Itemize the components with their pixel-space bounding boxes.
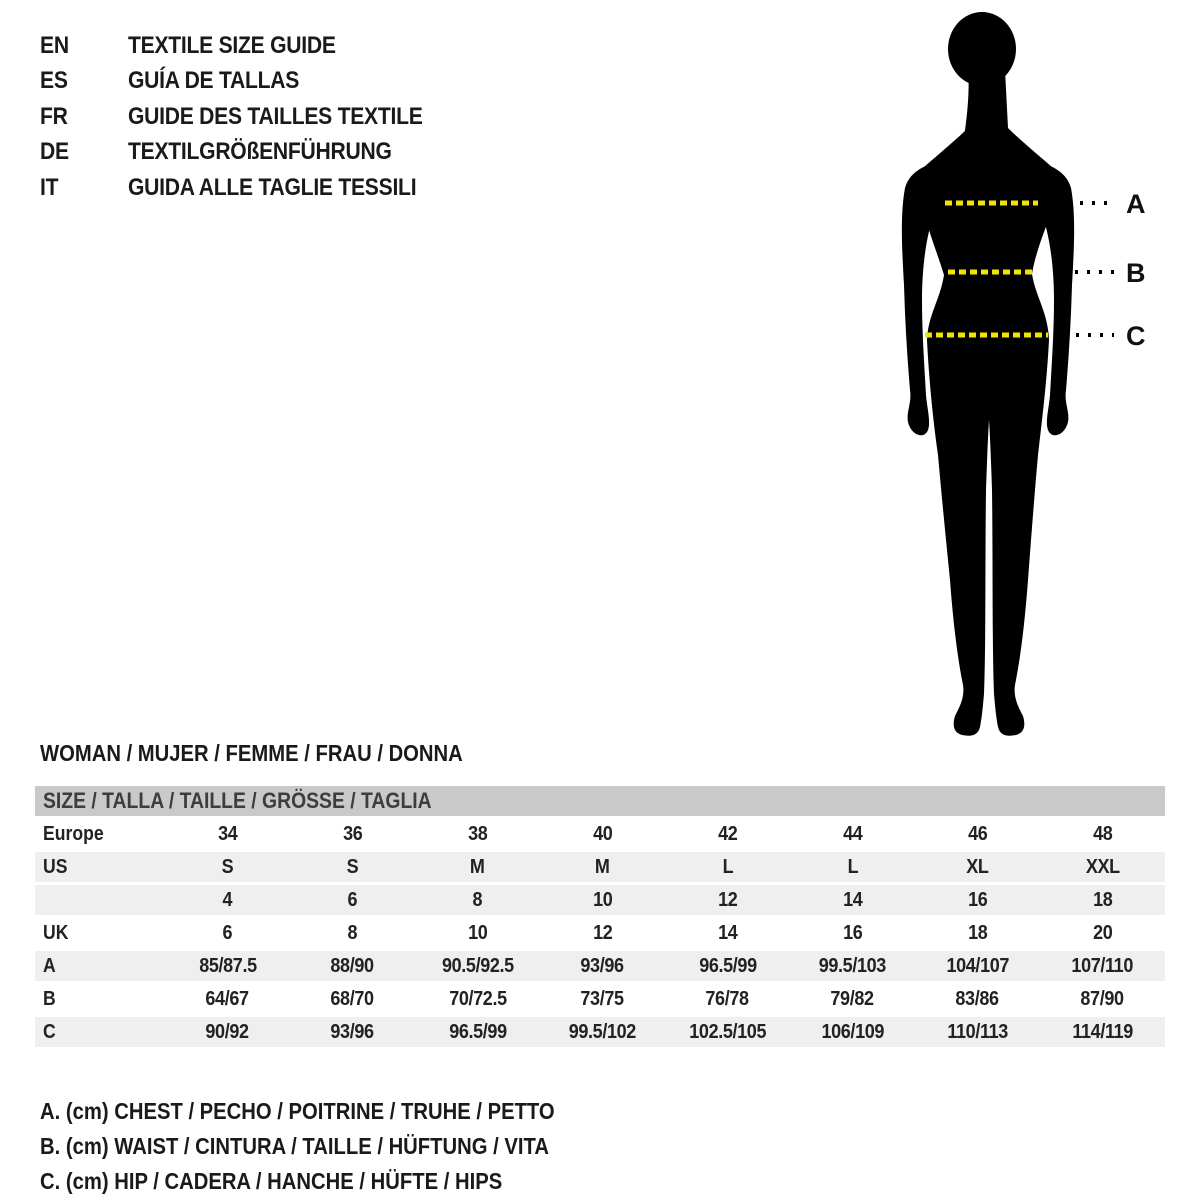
table-cell: 40 — [592, 822, 613, 845]
row-label: UK — [43, 921, 69, 944]
measurement-figure — [860, 0, 1200, 760]
table-cell: 93/96 — [580, 954, 625, 977]
table-cell: 10 — [467, 921, 488, 944]
row-label: B — [43, 987, 56, 1010]
row-label — [35, 889, 165, 912]
language-label: TEXTILE SIZE GUIDE — [128, 31, 336, 59]
row-label: US — [43, 855, 68, 878]
table-cell: 110/113 — [947, 1020, 1008, 1043]
table-cell: XXL — [1085, 855, 1120, 878]
table-row-hip — [35, 1017, 1165, 1047]
measurement-legend — [40, 1094, 625, 1199]
table-cell: 96.5/99 — [698, 954, 757, 977]
table-cell: 18 — [1092, 888, 1113, 911]
table-cell: 10 — [592, 888, 613, 911]
table-cell: S — [221, 855, 234, 878]
table-cell: 70/72.5 — [448, 987, 507, 1010]
language-code: ES — [40, 67, 68, 95]
table-cell: L — [847, 855, 858, 878]
table-cell: XL — [966, 855, 989, 878]
language-row — [40, 64, 463, 100]
measure-label-a: A — [1126, 189, 1146, 219]
table-row-waist — [35, 984, 1165, 1014]
section-title-woman: WOMAN / MUJER / FEMME / FRAU / DONNA — [40, 740, 463, 766]
table-row-us — [35, 852, 1165, 882]
language-row — [40, 99, 463, 135]
table-cell: 18 — [967, 921, 988, 944]
size-table-header: SIZE / TALLA / TAILLE / GRÖSSE / TAGLIA — [35, 786, 1165, 816]
table-cell: 14 — [842, 888, 863, 911]
measure-label-b: B — [1126, 258, 1146, 288]
language-label: GUIDE DES TAILLES TEXTILE — [128, 102, 423, 130]
language-code: FR — [40, 102, 68, 130]
legend-line-waist: B. (cm) WAIST / CINTURA / TAILLE / HÜFTUNG / VITA — [40, 1133, 549, 1159]
language-list — [40, 28, 463, 206]
language-label: GUÍA DE TALLAS — [128, 67, 300, 95]
table-cell: 6 — [347, 888, 358, 911]
language-code: IT — [40, 173, 59, 201]
table-cell: 46 — [967, 822, 988, 845]
table-cell: 6 — [222, 921, 233, 944]
table-cell: 99.5/102 — [568, 1020, 637, 1043]
table-row-us-numeric — [35, 885, 1165, 915]
table-cell: L — [722, 855, 733, 878]
measure-label-c: C — [1126, 321, 1146, 351]
table-cell: 76/78 — [705, 987, 750, 1010]
table-cell: 4 — [222, 888, 233, 911]
table-cell: 90/92 — [205, 1020, 250, 1043]
table-row-uk — [35, 918, 1165, 948]
language-code: EN — [40, 31, 69, 59]
table-cell: 102.5/105 — [689, 1020, 766, 1043]
table-cell: 36 — [342, 822, 363, 845]
table-cell: 16 — [967, 888, 988, 911]
row-label: Europe — [43, 822, 104, 845]
table-cell: 8 — [472, 888, 483, 911]
table-cell: 87/90 — [1080, 987, 1125, 1010]
table-cell: 88/90 — [330, 954, 375, 977]
legend-line-hip: C. (cm) HIP / CADERA / HANCHE / HÜFTE / HIPS — [40, 1168, 503, 1194]
table-cell: 93/96 — [330, 1020, 375, 1043]
table-cell: 14 — [717, 921, 738, 944]
table-cell: 16 — [842, 921, 863, 944]
legend-line-chest: A. (cm) CHEST / PECHO / POITRINE / TRUHE / PETTO — [40, 1098, 555, 1124]
table-cell: 114/119 — [1072, 1020, 1133, 1043]
table-cell: 34 — [217, 822, 238, 845]
language-row — [40, 28, 463, 64]
row-label: C — [43, 1020, 56, 1043]
table-row-chest — [35, 951, 1165, 981]
table-cell: 68/70 — [330, 987, 375, 1010]
table-cell: 99.5/103 — [818, 954, 887, 977]
language-row — [40, 135, 463, 171]
table-cell: 12 — [717, 888, 738, 911]
language-row — [40, 170, 463, 206]
table-cell: 64/67 — [205, 987, 250, 1010]
table-cell: 90.5/92.5 — [441, 954, 514, 977]
table-cell: 73/75 — [580, 987, 625, 1010]
table-cell: S — [346, 855, 359, 878]
table-cell: 104/107 — [946, 954, 1009, 977]
table-cell: 38 — [467, 822, 488, 845]
table-cell: 106/109 — [821, 1020, 884, 1043]
table-cell: 85/87.5 — [198, 954, 257, 977]
table-cell: M — [595, 855, 610, 878]
table-cell: 12 — [592, 921, 613, 944]
table-row-europe — [35, 819, 1165, 849]
row-label: A — [43, 954, 56, 977]
table-cell: M — [470, 855, 485, 878]
table-cell: 20 — [1092, 921, 1113, 944]
language-code: DE — [40, 138, 69, 166]
language-label: GUIDA ALLE TAGLIE TESSILI — [128, 173, 417, 201]
table-cell: 44 — [842, 822, 863, 845]
table-cell: 8 — [347, 921, 358, 944]
table-cell: 48 — [1092, 822, 1113, 845]
table-cell: 96.5/99 — [448, 1020, 507, 1043]
woman-silhouette-svg — [860, 0, 1200, 760]
table-cell: 42 — [717, 822, 738, 845]
size-table — [35, 786, 1165, 1050]
table-cell: 83/86 — [955, 987, 1000, 1010]
table-cell: 79/82 — [830, 987, 875, 1010]
table-cell: 107/110 — [1071, 954, 1134, 977]
language-label: TEXTILGRÖßENFÜHRUNG — [128, 138, 392, 166]
